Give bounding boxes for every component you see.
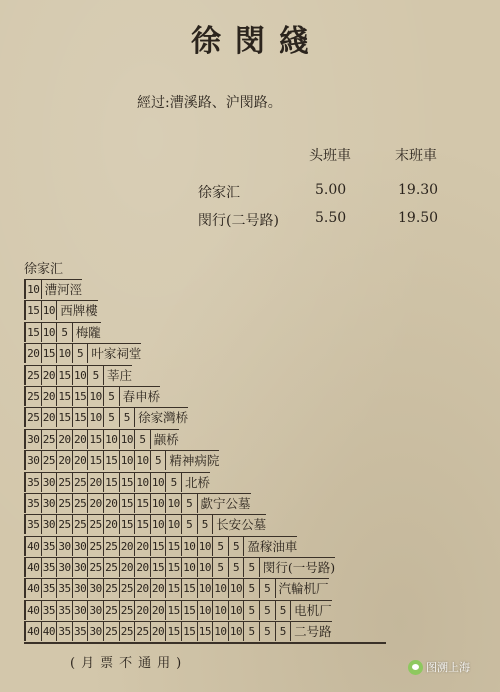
- fare-stop: 二号路: [294, 624, 332, 640]
- fare-price: 20: [135, 537, 151, 556]
- fare-price: 25: [88, 558, 104, 577]
- fare-price: 10: [151, 494, 167, 513]
- fare-price: 40: [26, 622, 42, 641]
- fare-price: 5: [182, 494, 198, 513]
- fare-cells: [24, 578, 329, 598]
- fare-price: 5: [260, 601, 276, 620]
- fare-price: 25: [104, 601, 120, 620]
- fare-price: 10: [166, 515, 182, 534]
- fare-price: 30: [73, 537, 89, 556]
- fare-price: 35: [26, 494, 42, 513]
- fare-price: 10: [213, 601, 229, 620]
- fare-price: 15: [166, 579, 182, 598]
- fare-cells: [24, 429, 179, 449]
- fare-price: 15: [57, 387, 73, 406]
- fare-price: 25: [104, 622, 120, 641]
- monthly-pass-note: (月票不通用): [70, 656, 188, 671]
- fare-cells: [24, 536, 297, 556]
- route-title: 徐閔綫: [191, 24, 323, 59]
- fare-price: 10: [151, 473, 167, 492]
- fare-cells: [24, 621, 332, 641]
- fare-price: 30: [88, 622, 104, 641]
- fare-stop: 长安公墓: [216, 517, 267, 533]
- fare-price: 20: [42, 408, 58, 427]
- fare-price: 20: [73, 430, 89, 449]
- fare-price: 30: [26, 430, 42, 449]
- schedule-first: 5.50: [315, 210, 347, 226]
- fare-price: 35: [57, 601, 73, 620]
- fare-price: 35: [57, 622, 73, 641]
- fare-cells: [24, 343, 141, 363]
- fare-stop: 叶家祠堂: [91, 346, 142, 362]
- fare-price: 40: [42, 622, 58, 641]
- fare-stop: 徐家灣桥: [138, 410, 189, 426]
- fare-price: 10: [213, 622, 229, 641]
- fare-price: 35: [42, 558, 58, 577]
- fare-price: 10: [57, 344, 73, 363]
- fare-cells: [24, 279, 82, 299]
- watermark-text: 图溯上海: [426, 661, 470, 674]
- first-bus-header: 头班車: [309, 148, 351, 164]
- fare-price: 10: [42, 323, 58, 342]
- fare-price: 5: [104, 387, 120, 406]
- fare-cells: [24, 365, 132, 385]
- fare-stop: 北桥: [184, 474, 210, 490]
- fare-cells: [24, 472, 210, 492]
- fare-price: 35: [26, 515, 42, 534]
- fare-price: 15: [42, 344, 58, 363]
- fare-price: 10: [104, 430, 120, 449]
- fare-price: 15: [26, 301, 42, 320]
- fare-price: 35: [42, 601, 58, 620]
- schedule-table: [0, 0, 500, 240]
- fare-price: 40: [26, 558, 42, 577]
- fare-cells: [24, 600, 332, 620]
- fare-stop: 漕河涇: [44, 282, 83, 297]
- fare-price: 5: [213, 558, 229, 577]
- fare-price: 30: [73, 601, 89, 620]
- fare-price: 5: [244, 558, 260, 577]
- fare-stop: 精神病院: [169, 453, 220, 469]
- fare-price: 10: [198, 558, 214, 577]
- fare-price: 30: [42, 494, 58, 513]
- fare-price: 15: [104, 473, 120, 492]
- fare-price: 5: [229, 537, 245, 556]
- fare-price: 10: [135, 451, 151, 470]
- fare-price: 10: [120, 430, 136, 449]
- fare-price: 10: [198, 537, 214, 556]
- fare-cells: [24, 514, 266, 534]
- fare-price: 15: [120, 494, 136, 513]
- fare-price: 15: [26, 323, 42, 342]
- fare-stop: 西牌樓: [60, 303, 98, 319]
- fare-stop: 莘庄: [106, 367, 132, 383]
- route-via: 經过:漕溪路、沪閔路。: [137, 95, 282, 111]
- fare-price: 25: [88, 515, 104, 534]
- fare-price: 15: [151, 558, 167, 577]
- fare-price: 5: [276, 622, 292, 641]
- fare-price: 5: [166, 473, 182, 492]
- fare-price: 20: [151, 579, 167, 598]
- fare-price: 5: [244, 579, 260, 598]
- fare-price: 10: [151, 515, 167, 534]
- fare-stop: 汽輪机厂: [278, 581, 329, 597]
- fare-price: 30: [57, 558, 73, 577]
- fare-price: 10: [26, 280, 42, 299]
- fare-price: 25: [26, 366, 42, 385]
- fare-price: 20: [73, 451, 89, 470]
- fare-price: 25: [42, 451, 58, 470]
- fare-price: 10: [182, 558, 198, 577]
- fare-price: 30: [26, 451, 42, 470]
- fare-price: 15: [166, 537, 182, 556]
- fare-stop: 盈稼油車: [247, 538, 298, 554]
- fare-price: 5: [276, 601, 292, 620]
- fare-price: 10: [182, 537, 198, 556]
- fare-price: 15: [88, 430, 104, 449]
- fare-price: 20: [120, 558, 136, 577]
- fare-price: 25: [26, 408, 42, 427]
- fare-price: 20: [88, 494, 104, 513]
- fare-price: 5: [88, 366, 104, 385]
- schedule-first: 5.00: [315, 182, 347, 198]
- fare-price: 25: [57, 473, 73, 492]
- fare-price: 20: [57, 430, 73, 449]
- fare-price: 30: [88, 579, 104, 598]
- fare-price: 5: [244, 622, 260, 641]
- fare-price: 25: [104, 558, 120, 577]
- last-bus-header: 末班車: [395, 148, 437, 164]
- fare-price: 25: [120, 579, 136, 598]
- fare-price: 20: [120, 537, 136, 556]
- schedule-last: 19.50: [398, 210, 439, 226]
- fare-price: 15: [120, 515, 136, 534]
- fare-price: 5: [57, 323, 73, 342]
- fare-price: 15: [135, 494, 151, 513]
- fare-price: 15: [104, 451, 120, 470]
- schedule-stop: 徐家汇: [198, 185, 240, 201]
- fare-price: 5: [151, 451, 167, 470]
- fare-cells: [24, 300, 98, 320]
- fare-price: 25: [104, 579, 120, 598]
- fare-cells: [24, 450, 219, 470]
- fare-price: 20: [135, 558, 151, 577]
- fare-price: 30: [73, 579, 89, 598]
- schedule-stop: 閔行(二号路): [198, 213, 279, 229]
- fare-price: 15: [57, 366, 73, 385]
- fare-price: 15: [166, 558, 182, 577]
- fare-price: 25: [73, 515, 89, 534]
- fare-price: 5: [213, 537, 229, 556]
- fare-price: 25: [135, 622, 151, 641]
- fare-stop: 閔行(一号路): [262, 560, 336, 576]
- fare-price: 20: [104, 494, 120, 513]
- fare-price: 20: [151, 622, 167, 641]
- fare-price: 20: [42, 387, 58, 406]
- fare-price: 30: [42, 515, 58, 534]
- fare-price: 25: [42, 430, 58, 449]
- fare-price: 5: [182, 515, 198, 534]
- fare-price: 20: [104, 515, 120, 534]
- fare-price: 15: [182, 579, 198, 598]
- wechat-icon: [408, 660, 423, 675]
- fare-price: 40: [26, 579, 42, 598]
- fare-stop: 歔宁公墓: [200, 495, 251, 511]
- fare-price: 15: [182, 622, 198, 641]
- fare-price: 5: [244, 601, 260, 620]
- fare-cells: [24, 322, 101, 342]
- fare-origin: 徐家汇: [24, 262, 64, 277]
- fare-price: 35: [73, 622, 89, 641]
- fare-price: 20: [135, 579, 151, 598]
- fare-price: 10: [198, 601, 214, 620]
- fare-price: 15: [88, 451, 104, 470]
- fare-price: 15: [135, 515, 151, 534]
- fare-price: 20: [42, 366, 58, 385]
- fare-price: 25: [73, 473, 89, 492]
- fare-price: 10: [42, 301, 58, 320]
- fare-price: 25: [26, 387, 42, 406]
- fare-price: 40: [26, 537, 42, 556]
- fare-price: 5: [135, 430, 151, 449]
- schedule-last: 19.30: [398, 182, 439, 198]
- fare-price: 20: [151, 601, 167, 620]
- fare-price: 35: [57, 579, 73, 598]
- fare-price: 30: [42, 473, 58, 492]
- fare-cells: [24, 557, 335, 577]
- fare-price: 40: [26, 601, 42, 620]
- fare-price: 30: [57, 537, 73, 556]
- fare-price: 25: [57, 515, 73, 534]
- fare-price: 10: [73, 366, 89, 385]
- fare-price: 25: [104, 537, 120, 556]
- fare-price: 25: [88, 537, 104, 556]
- fare-price: 15: [57, 408, 73, 427]
- fare-price: 15: [182, 601, 198, 620]
- fare-price: 10: [198, 579, 214, 598]
- fare-price: 25: [120, 601, 136, 620]
- fare-price: 15: [198, 622, 214, 641]
- fare-price: 5: [104, 408, 120, 427]
- fare-cells: [24, 493, 251, 513]
- fare-price: 15: [73, 387, 89, 406]
- fare-price: 10: [229, 622, 245, 641]
- fare-price: 30: [88, 601, 104, 620]
- fare-price: 10: [120, 451, 136, 470]
- fare-price: 15: [166, 622, 182, 641]
- fare-stop: 颛桥: [153, 431, 179, 447]
- fare-cells: [24, 386, 160, 406]
- fare-price: 20: [135, 601, 151, 620]
- fare-stop: 电机厂: [294, 602, 332, 618]
- fare-price: 25: [57, 494, 73, 513]
- fare-price: 10: [213, 579, 229, 598]
- fare-price: 5: [260, 622, 276, 641]
- fare-price: 15: [73, 408, 89, 427]
- fare-price: 35: [26, 473, 42, 492]
- fare-price: 5: [120, 408, 136, 427]
- fare-price: 10: [229, 601, 245, 620]
- fare-price: 5: [198, 515, 214, 534]
- fare-price: 30: [73, 558, 89, 577]
- fare-cells: [24, 407, 188, 427]
- fare-price: 15: [166, 601, 182, 620]
- fare-price: 15: [151, 537, 167, 556]
- fare-price: 10: [229, 579, 245, 598]
- fare-price: 25: [120, 622, 136, 641]
- fare-stop: 春申桥: [122, 388, 161, 404]
- fare-price: 10: [88, 408, 104, 427]
- fare-table-bottom-rule: [24, 642, 386, 644]
- fare-price: 5: [73, 344, 89, 363]
- fare-price: 35: [42, 579, 58, 598]
- fare-price: 20: [26, 344, 42, 363]
- fare-stop: 梅隴: [75, 324, 101, 340]
- fare-price: 15: [120, 473, 136, 492]
- fare-price: 10: [135, 473, 151, 492]
- fare-price: 10: [166, 494, 182, 513]
- watermark: [408, 659, 470, 675]
- fare-price: 20: [88, 473, 104, 492]
- fare-price: 20: [57, 451, 73, 470]
- fare-price: 10: [88, 387, 104, 406]
- fare-price: 35: [42, 537, 58, 556]
- fare-price: 5: [260, 579, 276, 598]
- fare-price: 25: [73, 494, 89, 513]
- fare-price: 5: [229, 558, 245, 577]
